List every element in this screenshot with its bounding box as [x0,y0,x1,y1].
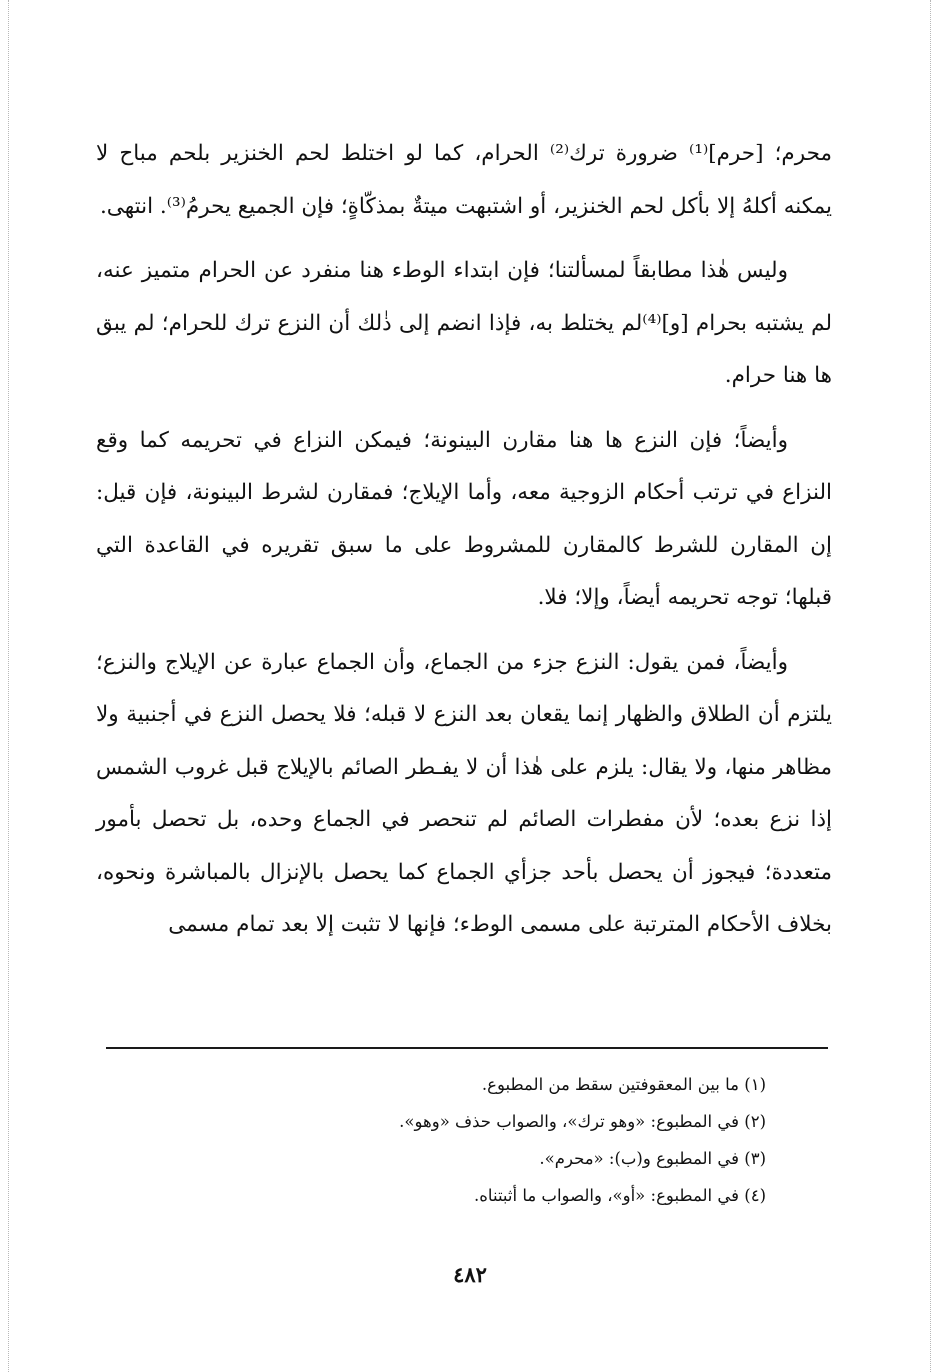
footnote-2: (٢) في المطبوع: «وهو ترك»، والصواب حذف «وهو». [399,1112,766,1131]
paragraph-2: وليس هٰذا مطابقاً لمسألتنا؛ فإن ابتداء الوطء هنا منفرد عن الحرام متميز عنه، لم يشتبه بحرام [و]⁽⁴⁾لم يختلط به، فإذا انضم إلى ذٰلك أن النزع ترك للحرام؛ لم يبق ها هنا حرام. [96,258,833,388]
footnote-4: (٤) في المطبوع: «أو»، والصواب ما أثبتناه. [474,1186,766,1205]
page-number: ٤٨٢ [453,1262,487,1287]
main-text [96,128,832,964]
paragraph-4: وأيضاً، فمن يقول: النزع جزء من الجماع، وأن الجماع عبارة عن الإيلاج والنزع؛ يلتزم أن الطلاق والظهار إنما يقعان بعد النزع لا قبله؛ فلا يحصل النزع في أجنبية ولا مظاهر منها، ولا يقال: يلزم على هٰذا أن لا يفـطر الصائم بالإيلاج قبل غروب الشمس إذا نزع بعده؛ لأن مفطرات الصائم لم تنحصر في الجماع وحده، بل تحصل بأمور متعددة؛ فيجوز أن يحصل بأحد جزأي الجماع كما يحصل بالإنزال بالمباشرة ونحوه، بخلاف الأحكام المترتبة على مسمى الوطء؛ فإنها لا تثبت إلا بعد تمام مسمى [96,649,832,937]
paragraph-3: وأيضاً؛ فإن النزع ها هنا مقارن البينونة؛ فيمكن النزاع في تحريمه كما وقع النزاع في ترتب أحكام الزوجية معه، وأما الإيلاج؛ فمقارن لشرط البينونة، فإن قيل: إن المقارن للشرط كالمقارن للمشروط على ما سبق تقريره في القاعدة التي قبلها؛ توجه تحريمه أيضاً، وإلا؛ فلا. [96,427,832,610]
footnotes [96,1066,766,1214]
scan-margin-right [930,0,931,1372]
footnote-separator [106,1047,828,1049]
footnote-3: (٣) في المطبوع و(ب): «محرم». [539,1149,766,1168]
paragraph-1: محرم؛ [حرم]⁽¹⁾ ضرورة ترك⁽²⁾ الحرام، كما لو اختلط لحم الخنزير بلحم مباح لا يمكنه أكلهُ إلا بأكل لحم الخنزير، أو اشتبهت ميتةٌ بمذكّاةٍ؛ فإن الجميع يحرمُ⁽³⁾. انتهى. [96,141,832,219]
footnote-1: (١) ما بين المعقوفتين سقط من المطبوع. [481,1075,766,1094]
scan-margin-left [8,0,9,1372]
